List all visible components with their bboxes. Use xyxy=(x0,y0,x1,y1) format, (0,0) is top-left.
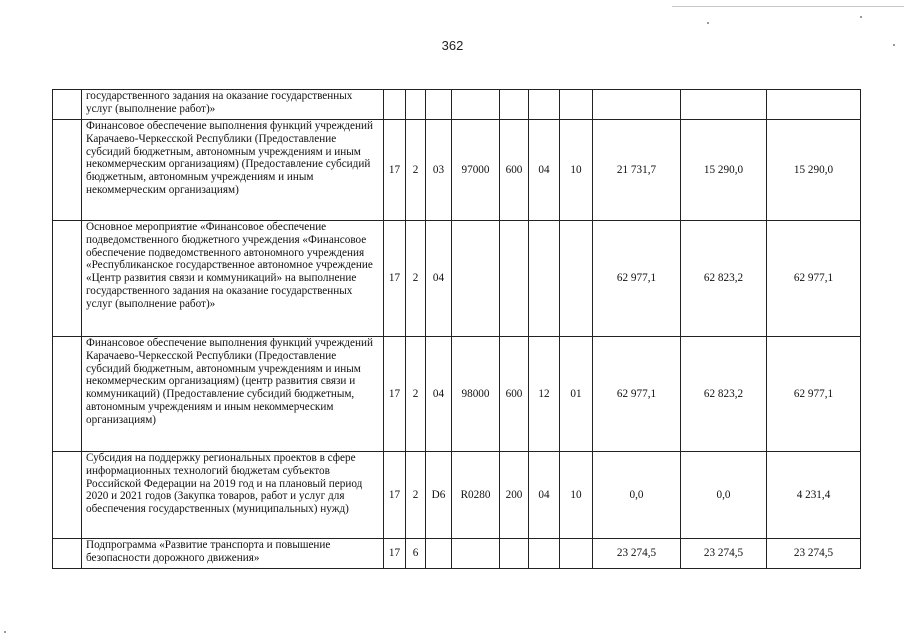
code-cell: 03 xyxy=(426,120,452,221)
row-index-cell xyxy=(53,452,82,539)
code-cell: 04 xyxy=(529,120,560,221)
code-cell: 2 xyxy=(406,452,426,539)
code-cell xyxy=(426,90,452,120)
amount-cell xyxy=(593,90,681,120)
amount-cell: 0,0 xyxy=(681,452,767,539)
table-row xyxy=(53,120,861,221)
code-cell xyxy=(426,539,452,569)
amount-cell: 62 977,1 xyxy=(767,337,861,452)
code-cell xyxy=(500,90,529,120)
description-cell: Финансовое обеспечение выполнения функций учреждений Карачаево-Черкесской Республики (Предоставление субсидий бюджетным, автономным учреждениям и иным некоммерческим организациям) (центр развития связи и коммуникаций) (Предоставление субсидий бюджетным, автономным учреждениям и иным некоммерческим организациям) xyxy=(82,337,384,452)
code-cell xyxy=(452,221,500,337)
description-cell: Субсидия на поддержку региональных проектов в сфере информационных технологий бюджетам субъектов Российской Федерации на 2019 год и на плановый период 2020 и 2021 годов (Закупка товаров, работ и услуг для обеспечения государственных (муниципальных) нужд) xyxy=(82,452,384,539)
page-number: 362 xyxy=(441,38,464,53)
row-index-cell xyxy=(53,539,82,569)
amount-cell: 0,0 xyxy=(593,452,681,539)
row-index-cell xyxy=(53,337,82,452)
table-row xyxy=(53,221,861,337)
budget-table xyxy=(52,89,861,569)
row-index-cell xyxy=(53,221,82,337)
amount-cell: 23 274,5 xyxy=(767,539,861,569)
code-cell: 97000 xyxy=(452,120,500,221)
code-cell xyxy=(560,539,593,569)
code-cell: 10 xyxy=(560,452,593,539)
amount-cell: 15 290,0 xyxy=(681,120,767,221)
code-cell: 17 xyxy=(384,452,406,539)
code-cell xyxy=(560,221,593,337)
amount-cell: 21 731,7 xyxy=(593,120,681,221)
code-cell xyxy=(452,90,500,120)
code-cell: 600 xyxy=(500,337,529,452)
scan-artifact-dot xyxy=(893,44,895,46)
amount-cell xyxy=(681,90,767,120)
amount-cell: 23 274,5 xyxy=(593,539,681,569)
amount-cell: 62 823,2 xyxy=(681,337,767,452)
code-cell: 17 xyxy=(384,221,406,337)
code-cell: 600 xyxy=(500,120,529,221)
table-row xyxy=(53,539,861,569)
code-cell: 98000 xyxy=(452,337,500,452)
code-cell: 2 xyxy=(406,120,426,221)
amount-cell: 62 977,1 xyxy=(767,221,861,337)
description-cell: Финансовое обеспечение выполнения функций учреждений Карачаево-Черкесской Республики (Предоставление субсидий бюджетным, автономным учреждениям и иным некоммерческим организациям) (Предоставление субсидий бюджетным, автономным учреждениям и иным некоммерческим организациям) xyxy=(82,120,384,221)
code-cell: 200 xyxy=(500,452,529,539)
code-cell: 2 xyxy=(406,337,426,452)
amount-cell: 23 274,5 xyxy=(681,539,767,569)
code-cell: D6 xyxy=(426,452,452,539)
code-cell: 6 xyxy=(406,539,426,569)
code-cell xyxy=(500,539,529,569)
code-cell xyxy=(529,539,560,569)
row-index-cell xyxy=(53,90,82,120)
table-row xyxy=(53,337,861,452)
table-row xyxy=(53,90,861,120)
code-cell xyxy=(384,90,406,120)
code-cell: 10 xyxy=(560,120,593,221)
amount-cell xyxy=(767,90,861,120)
code-cell xyxy=(452,539,500,569)
code-cell: 04 xyxy=(426,337,452,452)
amount-cell: 4 231,4 xyxy=(767,452,861,539)
scan-artifact-dot xyxy=(4,631,6,633)
description-cell: государственного задания на оказание государственных услуг (выполнение работ)» xyxy=(82,90,384,120)
amount-cell: 62 977,1 xyxy=(593,221,681,337)
code-cell: 17 xyxy=(384,539,406,569)
amount-cell: 62 823,2 xyxy=(681,221,767,337)
code-cell xyxy=(529,90,560,120)
code-cell: 01 xyxy=(560,337,593,452)
code-cell: 12 xyxy=(529,337,560,452)
amount-cell: 62 977,1 xyxy=(593,337,681,452)
amount-cell: 15 290,0 xyxy=(767,120,861,221)
code-cell: 17 xyxy=(384,337,406,452)
code-cell: R0280 xyxy=(452,452,500,539)
scan-artifact-dot xyxy=(707,22,709,24)
row-index-cell xyxy=(53,120,82,221)
table-row xyxy=(53,452,861,539)
code-cell xyxy=(560,90,593,120)
code-cell xyxy=(500,221,529,337)
code-cell: 04 xyxy=(529,452,560,539)
description-cell: Подпрограмма «Развитие транспорта и повышение безопасности дорожного движения» xyxy=(82,539,384,569)
scan-artifact-line xyxy=(672,6,904,7)
code-cell: 04 xyxy=(426,221,452,337)
description-cell: Основное мероприятие «Финансовое обеспечение подведомственного бюджетного учреждения «Финансовое обеспечение подведомственного автономного учреждения «Республиканское государственное автономное учреждение «Центр развития связи и коммуникаций» на выполнение государственного задания на оказание государственных услуг (выполнение работ)» xyxy=(82,221,384,337)
code-cell: 17 xyxy=(384,120,406,221)
code-cell xyxy=(406,90,426,120)
scan-artifact-dot xyxy=(860,16,862,18)
code-cell xyxy=(529,221,560,337)
code-cell: 2 xyxy=(406,221,426,337)
